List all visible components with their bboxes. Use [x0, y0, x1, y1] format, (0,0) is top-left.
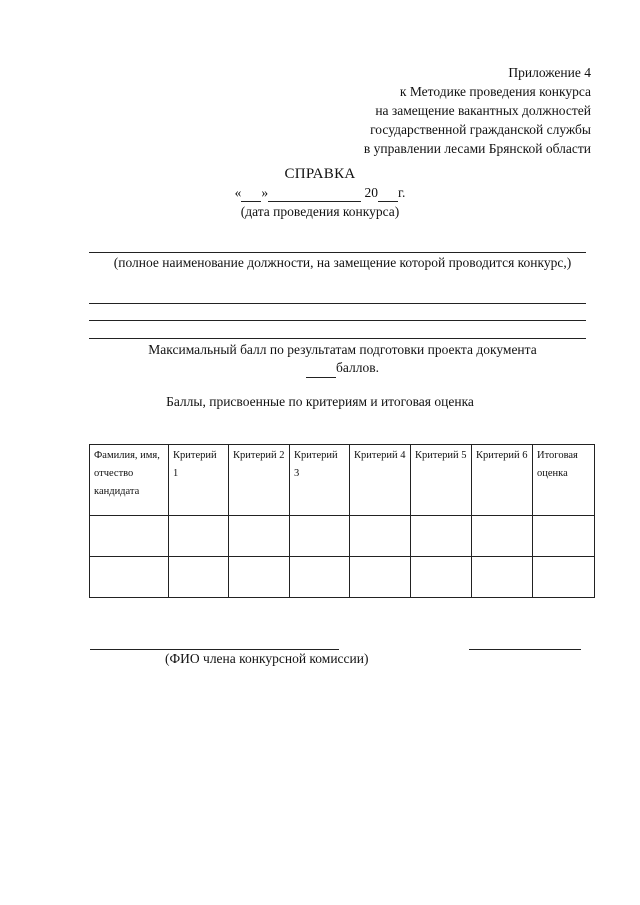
- max-score-text: Максимальный балл по результатам подготовки проекта документа: [148, 342, 537, 357]
- scores-caption: Баллы, присвоенные по критериям и итоговая оценка: [166, 394, 474, 409]
- date-close-quote: »: [261, 185, 269, 200]
- table-cell: [229, 557, 290, 598]
- table-header-row: [90, 445, 595, 516]
- table-cell: [350, 516, 411, 557]
- annex-line-3: на замещение вакантных должностей: [375, 103, 591, 118]
- table-row: [90, 557, 595, 598]
- header-criterion-5: Критерий 5: [411, 445, 472, 516]
- header-candidate-name: Фамилия, имя, отчество кандидата: [90, 445, 169, 516]
- document-title: СПРАВКА: [284, 166, 356, 182]
- annex-line-2: к Методике проведения конкурса: [399, 84, 591, 99]
- scores-table: [89, 444, 595, 598]
- header-criterion-1: Критерий 1: [169, 445, 229, 516]
- table-cell: [290, 516, 350, 557]
- year-prefix: 20: [364, 185, 378, 200]
- table-cell: [533, 557, 595, 598]
- header-criterion-3: Критерий 3: [290, 445, 350, 516]
- name-signature-line: [90, 649, 339, 650]
- table-cell: [350, 557, 411, 598]
- max-score-block: [95, 341, 590, 378]
- annex-line-4: государственной гражданской службы: [370, 122, 591, 137]
- month-blank: [268, 185, 361, 202]
- header-criterion-6: Критерий 6: [472, 445, 533, 516]
- table-cell: [90, 557, 169, 598]
- signature-caption: (ФИО члена конкурсной комиссии): [165, 651, 369, 666]
- header-criterion-4: Критерий 4: [350, 445, 411, 516]
- position-caption: (полное наименование должности, на замещение которой проводится конкурс,): [113, 255, 572, 270]
- max-score-unit: баллов.: [336, 360, 379, 375]
- max-score-blank: [306, 359, 336, 378]
- table-cell: [472, 516, 533, 557]
- table-row: [90, 516, 595, 557]
- blank-line-2: [89, 320, 586, 321]
- table-cell: [472, 557, 533, 598]
- date-line: [0, 185, 640, 202]
- table-cell: [90, 516, 169, 557]
- year-blank: [378, 185, 398, 202]
- annex-line-5: в управлении лесами Брянской области: [363, 141, 591, 156]
- annex-line-1: Приложение 4: [508, 65, 591, 80]
- table-cell: [169, 557, 229, 598]
- table-cell: [229, 516, 290, 557]
- date-caption: (дата проведения конкурса): [240, 204, 400, 219]
- table-cell: [169, 516, 229, 557]
- header-final-score: Итоговая оценка: [533, 445, 595, 516]
- max-score-value-line: [95, 359, 590, 378]
- position-name-line: [89, 252, 586, 253]
- date-open-quote: «: [234, 185, 242, 200]
- table-cell: [411, 557, 472, 598]
- table-cell: [533, 516, 595, 557]
- blank-line-3: [89, 338, 586, 339]
- year-suffix: г.: [397, 185, 406, 200]
- table-cell: [411, 516, 472, 557]
- signature-line: [469, 649, 581, 650]
- annex-header: [271, 63, 591, 158]
- blank-line-1: [89, 303, 586, 304]
- header-criterion-2: Критерий 2: [229, 445, 290, 516]
- table-cell: [290, 557, 350, 598]
- day-blank: [241, 185, 261, 202]
